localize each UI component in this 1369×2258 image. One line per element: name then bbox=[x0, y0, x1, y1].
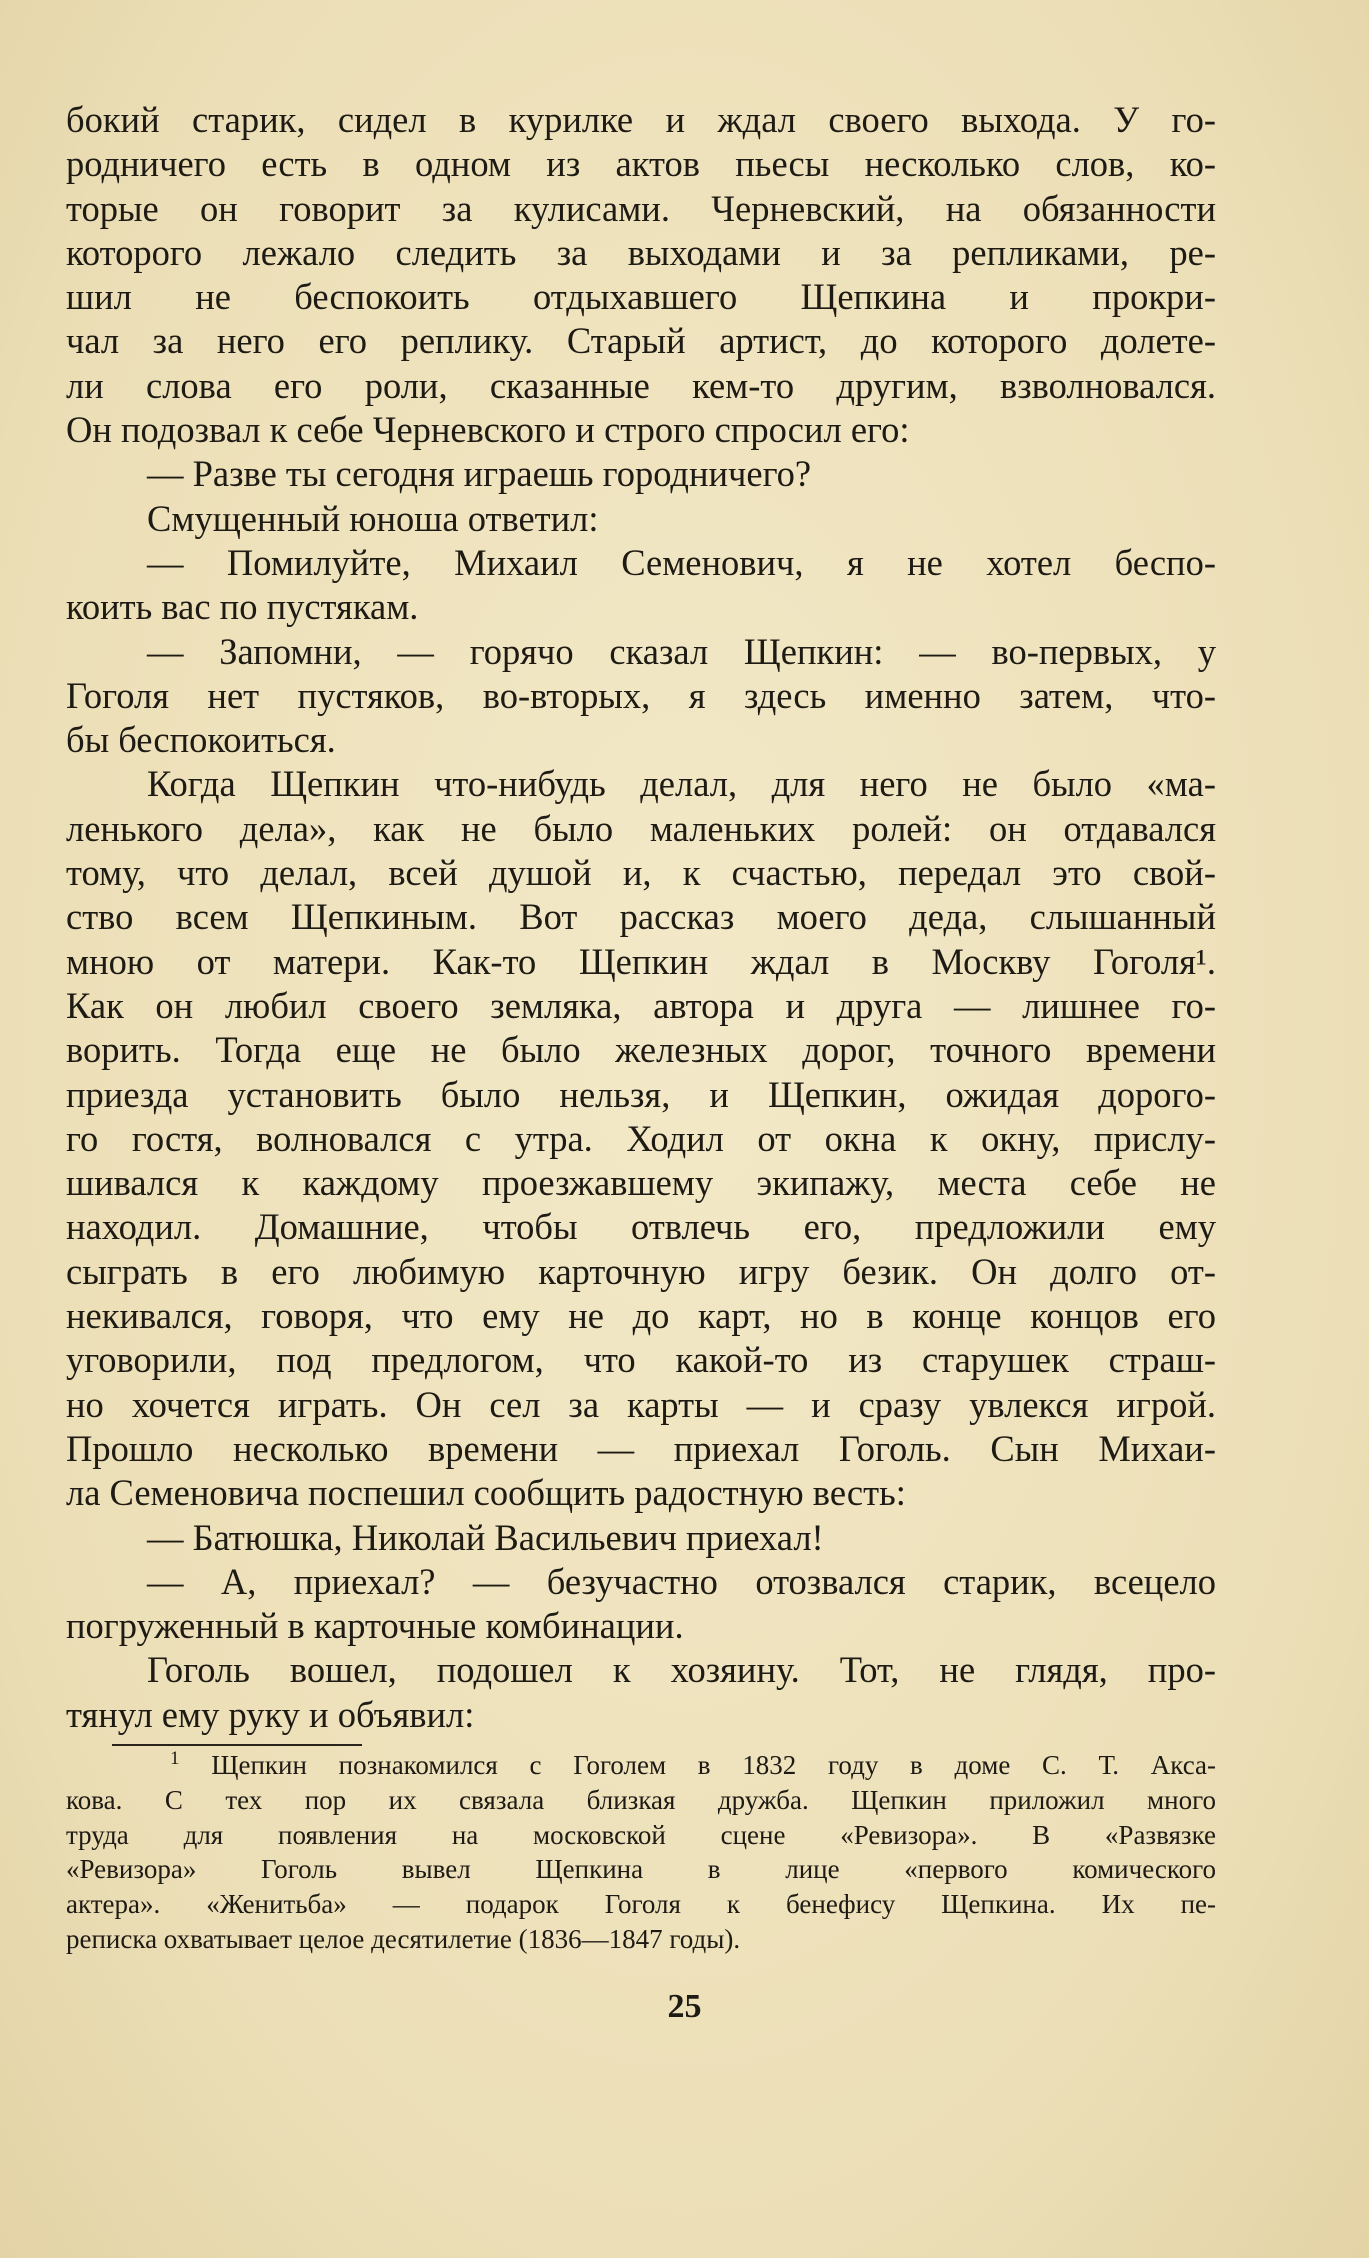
text-line: Гоголь вошел, подошел к хозяину. Тот, не глядя, про- bbox=[147, 1649, 1216, 1691]
text-line: бокий старик, сидел в курилке и ждал своего выхода. У го- bbox=[66, 99, 1216, 140]
page-number: 25 bbox=[667, 1988, 702, 2025]
text-line: чал за него его реплику. Старый артист, до которого долете- bbox=[66, 320, 1216, 362]
text-line: уговорили, под предлогом, что какой-то из старушек страш- bbox=[66, 1339, 1216, 1381]
text-line: — Запомни, — горячо сказал Щепкин: — во-первых, у bbox=[147, 630, 1216, 672]
text-line: некивался, говоря, что ему не до карт, но в конце концов его bbox=[66, 1295, 1216, 1337]
text-line: ство всем Щепкиным. Вот рассказ моего деда, слышанный bbox=[66, 896, 1216, 938]
text-line: Прошло несколько времени — приехал Гоголь. Сын Михаи- bbox=[66, 1427, 1216, 1469]
text-line: сыграть в его любимую карточную игру безик. Он долго от- bbox=[66, 1250, 1216, 1292]
text-line: ла Семеновича поспешил сообщить радостную весть: bbox=[66, 1472, 906, 1514]
footnote-line: актера». «Женитьба» — подарок Гоголя к бенефису Щепкина. Их пе- bbox=[66, 1889, 1216, 1920]
footnote-line: реписка охватывает целое десятилетие (1836—1847 годы). bbox=[66, 1923, 741, 1954]
text-line: Как он любил своего земляка, автора и друга — лишнее го- bbox=[66, 984, 1216, 1026]
footnote-line: «Ревизора» Гоголь вывел Щепкина в лице «первого комического bbox=[66, 1854, 1216, 1885]
text-line: — Разве ты сегодня играешь городничего? bbox=[147, 453, 812, 495]
footnote-line-text: Щепкин познакомился с Гоголем в 1832 году в доме С. Т. Акса- bbox=[211, 1750, 1216, 1780]
text-line: ворить. Тогда еще не было железных дорог, точного времени bbox=[66, 1029, 1216, 1071]
text-line: бы беспокоиться. bbox=[66, 719, 336, 761]
footnote-block bbox=[66, 1748, 1216, 1957]
text-line: тянул ему руку и объявил: bbox=[66, 1693, 475, 1735]
body-text bbox=[66, 98, 1216, 1737]
footnote-marker: 1 bbox=[170, 1748, 180, 1769]
text-line: — Батюшка, Николай Васильевич приехал! bbox=[147, 1516, 824, 1558]
text-line: Гоголя нет пустяков, во-вторых, я здесь именно затем, что- bbox=[66, 674, 1216, 716]
text-line: которого лежало следить за выходами и за репликами, ре- bbox=[66, 231, 1216, 273]
text-line: но хочется играть. Он сел за карты — и сразу увлекся игрой. bbox=[66, 1383, 1216, 1425]
text-line: тому, что делал, всей душой и, к счастью, передал это свой- bbox=[66, 852, 1216, 894]
text-line: шил не беспокоить отдыхавшего Щепкина и прокри- bbox=[66, 276, 1216, 318]
text-line: Когда Щепкин что-нибудь делал, для него не было «ма- bbox=[147, 763, 1216, 805]
text-line: Он подозвал к себе Черневского и строго спросил его: bbox=[66, 409, 910, 451]
text-line: ленького дела», как не было маленьких ролей: он отдавался bbox=[66, 807, 1216, 849]
text-line: торые он говорит за кулисами. Черневский, на обязанности bbox=[66, 187, 1216, 229]
footnote-line bbox=[66, 1748, 1216, 1783]
text-line: коить вас по пустякам. bbox=[66, 586, 419, 628]
text-line: шивался к каждому проезжавшему экипажу, места себе не bbox=[66, 1162, 1216, 1204]
text-line: — Помилуйте, Михаил Семенович, я не хотел беспо- bbox=[147, 541, 1216, 583]
text-line: погруженный в карточные комбинации. bbox=[66, 1605, 684, 1647]
text-line: ли слова его роли, сказанные кем-то другим, взволновался. bbox=[66, 364, 1216, 406]
text-line: — А, приехал? — безучастно отозвался старик, всецело bbox=[147, 1560, 1216, 1602]
text-line: приезда установить было нельзя, и Щепкин, ожидая дорого- bbox=[66, 1073, 1216, 1115]
text-line: родничего есть в одном из актов пьесы несколько слов, ко- bbox=[66, 143, 1216, 185]
footnote-line: кова. С тех пор их связала близкая дружба. Щепкин приложил много bbox=[66, 1784, 1216, 1815]
text-line: мною от матери. Как-то Щепкин ждал в Москву Гоголя¹. bbox=[66, 940, 1216, 982]
footnote-separator bbox=[112, 1744, 362, 1746]
footnote-line: труда для появления на московской сцене «Ревизора». В «Развязке bbox=[66, 1819, 1216, 1850]
text-line: го гостя, волновался с утра. Ходил от окна к окну, прислу- bbox=[66, 1117, 1216, 1159]
text-line: находил. Домашние, чтобы отвлечь его, предложили ему bbox=[66, 1206, 1216, 1248]
text-line: Смущенный юноша ответил: bbox=[147, 497, 599, 539]
